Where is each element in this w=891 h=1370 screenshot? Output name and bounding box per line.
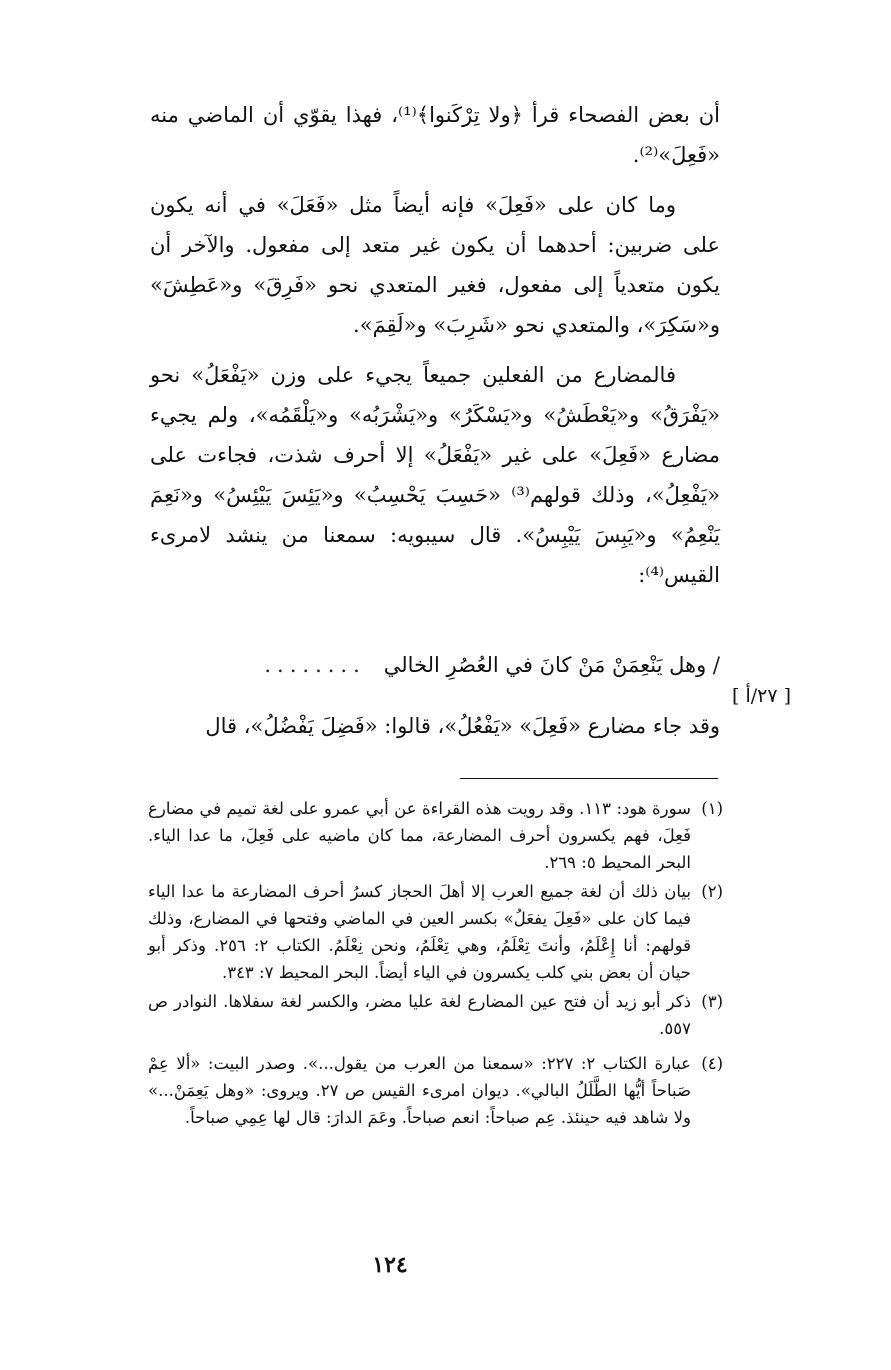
verse-hemistich: / وهل يَنْعِمَنْ مَنْ كانَ في العُصُرِ الخالي bbox=[383, 653, 720, 677]
footnote-text: عبارة الكتاب ٢: ٢٢٧: «سمعنا من العرب من يقول...». وصدر البيت: «ألا عِمْ صَباحاً أيُّها الطَّلَلُ البالي». ديوان امرىء القيس ص ٢٧. ويروى: «وهل يَعِمَنْ...» ولا شاهد فيه حينئذ. عِم صباحاً: انعم صباحاً. وعَمَ الدارَ: قال لها عِمِي صباحاً. bbox=[148, 1054, 692, 1127]
footnote-text: بيان ذلك أن لغة جميع العرب إلا أهلَ الحجاز كسرُ أحرف المضارعة ما عدا الياء فيما كان على «فَعِلَ يفعَلُ» بكسر العين في الماضي وفتحها في المضارع، وذلك قولهم: أنا إِعْلَمُ، وأنتَ تِعْلَمُ، وهي تِعْلَمُ، ونحن نِعْلَمُ. الكتاب ٢: ٢٥٦. وذكر أبو حيان أن بعض بني كلب يكسرون في الياء أيضاً. البحر المحيط ٧: ٣٤٣. bbox=[148, 882, 691, 982]
page-number: ١٢٤ bbox=[372, 1252, 408, 1278]
footnotes bbox=[148, 795, 723, 1133]
paragraph-3: فالمضارع من الفعلين جميعاً يجيء على وزن «يَفْعَلُ» نحو «يَفْرَقُ» و«يَعْطَشُ» و«يَسْكَرُ» و«يَشْرَبُه» و«يَلْقَمُه»، ولم يجيء مضارع «فَعِلَ» على غير «يَفْعَلُ» إلا أحرف شذت، فجاءت على «يَفْعِلُ»، وذلك قولهم⁽³⁾ «حَسِبَ يَحْسِبُ» و«يَئِسَ يَيْئِسُ» و«نَعِمَ يَنْعِمُ» و«يَبِسَ يَيْبِسُ». قال سيبويه: سمعنا من ينشد لامرىء القيس⁽⁴⁾: bbox=[150, 363, 720, 587]
poetry-verse bbox=[150, 645, 720, 685]
main-text bbox=[150, 95, 720, 605]
footnote-3 bbox=[148, 988, 723, 1042]
footnote-4 bbox=[148, 1050, 723, 1131]
paragraph-2: وما كان على «فَعِلَ» فإنه أيضاً مثل «فَعَلَ» في أنه يكون على ضربين: أحدهما أن يكون غير متعد إلى مفعول. والآخر أن يكون متعدياً إلى مفعول، فغير المتعدي نحو «فَرِقَ» و«عَطِشَ» و«سَكِرَ»، والمتعدي نحو «شَرِبَ» و«لَقِمَ». bbox=[150, 193, 720, 337]
footnote-number: (٢) bbox=[701, 882, 723, 901]
footnote-number: (٤) bbox=[701, 1054, 723, 1073]
footnote-1 bbox=[148, 795, 723, 876]
footnote-text: سورة هود: ١١٣. وقد رويت هذه القراءة عن أبي عمرو على لغة تميم في مضارع فَعِلَ، فهم يكسرون أحرف المضارعة، مما كان ماضيه على فَعِلَ، ما عدا الياء. البحر المحيط ٥: ٢٦٩. bbox=[148, 799, 692, 872]
footnote-number: (٣) bbox=[701, 992, 723, 1011]
footnote-text: ذكر أبو زيد أن فتح عين المضارع لغة عليا مضر، والكسر لغة سفلاها. النوادر ص ٥٥٧. bbox=[148, 992, 691, 1038]
verse-ellipsis: ........ bbox=[264, 653, 366, 677]
margin-manuscript-reference: [ ٢٧/أ ] bbox=[732, 685, 792, 707]
footnote-2 bbox=[148, 878, 723, 986]
paragraph-1: أن بعض الفصحاء قرأ ﴿ولا تِرْكَنوا﴾⁽¹⁾، فهذا يقوّي أن الماضي منه «فَعِلَ»⁽²⁾. bbox=[150, 103, 720, 167]
footnote-separator bbox=[460, 778, 718, 779]
continuation-line: وقد جاء مضارع «فَعِلَ» «يَفْعُلُ»، قالوا: «فَضِلَ يَفْضُلُ»، قال bbox=[205, 714, 720, 738]
footnote-number: (١) bbox=[701, 799, 723, 818]
